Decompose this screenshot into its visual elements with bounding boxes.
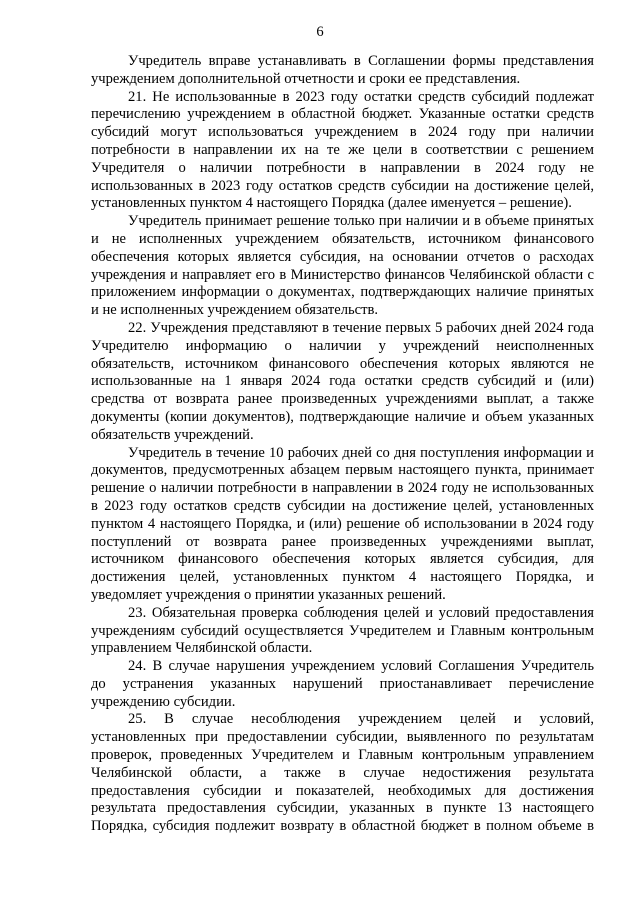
text-line: в 2023 году остатков средств субсидии на достижение целей, установленных	[91, 497, 594, 514]
text-line: результата предоставления субсидии, указанных в пункте 13 настоящего	[91, 800, 594, 817]
text-line: пунктом 4 настоящего Порядка, и (или) решение об использовании в 2024 году	[91, 515, 594, 532]
text-line: обязательств учреждений.	[91, 426, 254, 443]
text-line: 24. В случае нарушения учреждением условий Соглашения Учредитель	[128, 658, 594, 675]
text-line: источником финансового обеспечения которых является субсидия, для	[91, 551, 594, 568]
text-line: обязательств, источником финансового обеспечения которых являются не	[91, 355, 594, 372]
text-line: учреждением дополнительной отчетности и сроки ее представления.	[91, 70, 521, 87]
document-body	[91, 53, 594, 836]
text-line: субсидий могут использоваться учреждением в 2024 году при наличии	[91, 124, 594, 141]
text-line: 23. Обязательная проверка соблюдения целей и условий предоставления	[128, 604, 594, 621]
text-line: 21. Не использованные в 2023 году остатки средств субсидий подлежат	[128, 88, 594, 105]
text-line: уведомляет учреждения о принятии указанных решений.	[91, 586, 446, 603]
text-line: управлением Челябинской области.	[91, 640, 313, 657]
text-line: обеспечения которых является субсидия, на основании отчетов о расходах	[91, 248, 594, 265]
text-line: перечислению учреждением в областной бюджет. Указанные остатки средств	[91, 106, 594, 123]
text-line: проверок, проведенных Учредителем и Главным контрольным управлением	[91, 747, 594, 764]
text-line: установленных пунктом 4 настоящего Порядка (далее именуется – решение).	[91, 195, 572, 212]
text-line: использованные на 1 января 2024 года остатки средств субсидий и (или)	[91, 373, 594, 390]
text-line: 25. В случае несоблюдения учреждением целей и условий,	[128, 711, 594, 728]
text-line: решение о наличии потребности в направлении в 2024 году не использованных	[91, 480, 594, 497]
text-line: достижения целей, установленных пунктом 4 настоящего Порядка, и	[91, 569, 594, 586]
text-line: и не исполненных учреждением обязательств.	[91, 302, 379, 319]
text-line: документы (копии документов), подтверждающие наличие и объем указанных	[91, 408, 594, 425]
text-line: учреждению субсидии.	[91, 693, 236, 710]
text-line: предоставления субсидии и показателей, необходимых для достижения	[91, 782, 594, 799]
text-line: Учредителю информацию о наличии у учреждений неисполненных	[91, 337, 594, 354]
text-line: Челябинской области, а также в случае недостижения результата	[91, 764, 594, 781]
text-line: использованных в 2023 году остатков средств субсидии на достижение целей,	[91, 177, 594, 194]
text-line: Учредитель принимает решение только при наличии и в объеме принятых	[128, 213, 594, 230]
text-line: приложением информации о документах, подтверждающих наличие принятых	[91, 284, 594, 301]
text-line: учреждения и направляет его в Министерство финансов Челябинской области с	[91, 266, 594, 283]
page-number: 6	[316, 24, 324, 40]
text-line: Учредитель в течение 10 рабочих дней со дня поступления информации и	[128, 444, 594, 461]
text-line: Учредитель вправе устанавливать в Соглашении формы представления	[128, 53, 594, 69]
text-line: потребности в направлении их на те же цели в соответствии с решением	[91, 141, 594, 158]
text-line: учреждениям субсидий осуществляется Учредителем и Главным контрольным	[91, 622, 594, 639]
text-line: документов, предусмотренных абзацем первым настоящего пункта, принимает	[91, 462, 594, 479]
text-line: до устранения указанных нарушений приостанавливает перечисление	[91, 675, 594, 692]
text-line: Порядка, субсидия подлежит возврату в областной бюджет в полном объеме в	[91, 818, 594, 835]
text-line: установленных при предоставлении субсидии, выявленного по результатам	[91, 729, 594, 746]
text-line: средства от возврата ранее произведенных учреждениями выплат, а также	[91, 391, 594, 408]
text-line: и не исполненных учреждением обязательств, источником финансового	[91, 230, 594, 247]
text-line: 22. Учреждения представляют в течение первых 5 рабочих дней 2024 года	[128, 319, 594, 336]
text-line: поступлений от возврата ранее произведенных учреждениями выплат,	[91, 533, 594, 550]
text-line: Учредителя о наличии потребности в направлении в 2024 году не	[91, 159, 594, 176]
